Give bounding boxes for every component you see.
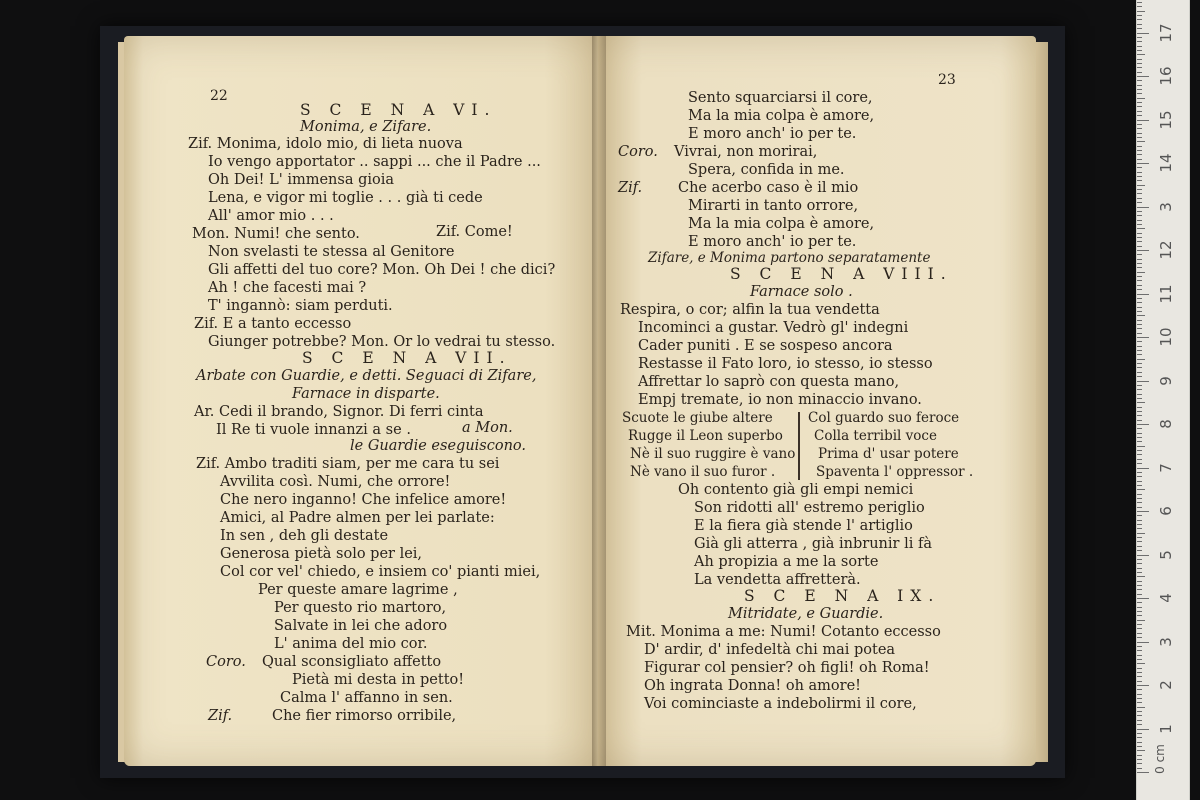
text-line: Affrettar lo saprò con questa mano, bbox=[638, 374, 900, 390]
ruler-tick bbox=[1137, 550, 1142, 551]
text-line: Restasse il Fato loro, io stesso, io stesso bbox=[638, 356, 933, 372]
ruler-tick bbox=[1137, 267, 1142, 268]
text-line: Nè vano il suo furor . bbox=[630, 464, 776, 480]
ruler-tick bbox=[1137, 433, 1142, 434]
ruler-tick bbox=[1137, 637, 1142, 638]
ruler-tick bbox=[1137, 2, 1142, 3]
text-line: Ah ! che facesti mai ? bbox=[208, 280, 367, 296]
text-line: Io vengo apportator .. sappi ... che il Padre ... bbox=[208, 154, 541, 170]
ruler-tick bbox=[1137, 707, 1145, 708]
ruler-tick bbox=[1137, 746, 1142, 747]
ruler-tick bbox=[1137, 80, 1142, 81]
ruler-number: 11 bbox=[1157, 283, 1175, 304]
ruler-tick bbox=[1137, 54, 1145, 55]
ruler-tick bbox=[1137, 733, 1142, 734]
ruler-tick bbox=[1137, 372, 1142, 373]
text-line: Già gli atterra , già inbrunir li fà bbox=[694, 536, 932, 552]
ruler-tick bbox=[1137, 737, 1142, 738]
ruler-tick bbox=[1137, 133, 1142, 134]
text-line: Il Re ti vuole innanzi a se . bbox=[216, 422, 411, 438]
ruler-tick bbox=[1137, 224, 1142, 225]
scene-6-heading: S C E N A VI. bbox=[300, 101, 497, 119]
ruler-tick bbox=[1137, 681, 1142, 682]
ruler-tick bbox=[1137, 398, 1142, 399]
ruler-tick bbox=[1137, 198, 1142, 199]
ruler-tick bbox=[1137, 185, 1145, 186]
ruler-tick bbox=[1137, 589, 1142, 590]
ruler-tick bbox=[1137, 19, 1142, 20]
ruler-number: 4 bbox=[1157, 593, 1175, 603]
ruler-tick bbox=[1137, 759, 1142, 760]
ruler-tick bbox=[1137, 468, 1149, 469]
ruler-tick bbox=[1137, 211, 1142, 212]
text-line: Ma la mia colpa è amore, bbox=[688, 216, 875, 232]
ruler-tick bbox=[1137, 572, 1142, 573]
ruler-tick bbox=[1137, 755, 1142, 756]
ruler-tick bbox=[1137, 24, 1142, 25]
ruler-number: 17 bbox=[1157, 22, 1175, 43]
ruler-tick bbox=[1137, 11, 1145, 12]
ruler-number: 3 bbox=[1157, 201, 1175, 212]
ruler-tick bbox=[1137, 124, 1142, 125]
text-line: Avvilita così. Numi, che orrore! bbox=[220, 474, 451, 490]
ruler-tick bbox=[1137, 485, 1142, 486]
ruler-tick bbox=[1137, 363, 1142, 364]
ruler-tick bbox=[1137, 220, 1142, 221]
ruler-tick bbox=[1137, 742, 1142, 743]
text-line: Per questo rio martoro, bbox=[274, 600, 447, 616]
text-line: E moro anch' io per te. bbox=[688, 126, 857, 142]
text-line: Che acerbo caso è il mio bbox=[678, 180, 859, 196]
ruler-tick bbox=[1137, 407, 1142, 408]
ruler-tick bbox=[1137, 302, 1142, 303]
ruler-tick bbox=[1137, 207, 1149, 208]
ruler-number: 3 bbox=[1157, 636, 1175, 647]
ruler-number: 8 bbox=[1157, 419, 1175, 429]
ruler-tick bbox=[1137, 115, 1142, 116]
scene-8-cast: Farnace solo . bbox=[750, 284, 853, 300]
ruler-tick bbox=[1137, 250, 1149, 251]
ruler-tick bbox=[1137, 237, 1142, 238]
ruler-tick bbox=[1137, 59, 1142, 60]
ruler-tick bbox=[1137, 389, 1142, 390]
ruler-tick bbox=[1137, 441, 1142, 442]
ruler-tick bbox=[1137, 624, 1142, 625]
ruler-tick bbox=[1137, 193, 1142, 194]
column-divider bbox=[798, 412, 800, 480]
text-line: Ar. Cedi il brando, Signor. Di ferri cinta bbox=[194, 404, 484, 420]
text-line: Mit. Monima a me: Numi! Cotanto eccesso bbox=[626, 624, 941, 640]
ruler-tick bbox=[1137, 146, 1142, 147]
ruler-tick bbox=[1137, 254, 1142, 255]
text-line: Nè il suo ruggire è vano bbox=[630, 446, 796, 462]
speaker-label: Zif. bbox=[618, 180, 643, 196]
left-page bbox=[124, 36, 602, 766]
ruler-tick bbox=[1137, 298, 1142, 299]
text-line: Per queste amare lagrime , bbox=[258, 582, 458, 598]
ruler-tick bbox=[1137, 367, 1142, 368]
ruler-tick bbox=[1137, 546, 1142, 547]
ruler-tick bbox=[1137, 607, 1142, 608]
scene-8-heading: S C E N A VIII. bbox=[730, 265, 953, 283]
text-line: Empj tremate, io non minaccio invano. bbox=[638, 392, 922, 408]
text-line: Zif. Come! bbox=[436, 224, 513, 240]
ruler-tick bbox=[1137, 763, 1142, 764]
ruler-tick bbox=[1137, 498, 1142, 499]
ruler-tick bbox=[1137, 420, 1142, 421]
text-line: Lena, e vigor mi toglie . . . già ti cede bbox=[208, 190, 483, 206]
ruler-tick bbox=[1137, 102, 1142, 103]
ruler-tick bbox=[1137, 724, 1142, 725]
ruler-tick bbox=[1137, 341, 1142, 342]
text-line: Sento squarciarsi il core, bbox=[688, 90, 873, 106]
text-line: Mon. Numi! che sento. bbox=[192, 226, 360, 242]
ruler-tick bbox=[1137, 98, 1145, 99]
ruler-tick bbox=[1137, 702, 1142, 703]
text-line: Voi cominciaste a indebolirmi il core, bbox=[644, 696, 917, 712]
ruler-tick bbox=[1137, 246, 1142, 247]
ruler-tick bbox=[1137, 106, 1142, 107]
ruler-tick bbox=[1137, 150, 1142, 151]
ruler-tick bbox=[1137, 294, 1149, 295]
ruler-tick bbox=[1137, 450, 1142, 451]
text-line: Col guardo suo feroce bbox=[808, 410, 960, 426]
ruler-tick bbox=[1137, 15, 1142, 16]
ruler-tick bbox=[1137, 476, 1142, 477]
ruler-number: 7 bbox=[1157, 462, 1175, 473]
text-line: In sen , deh gli destate bbox=[220, 528, 389, 544]
text-line: Non svelasti te stessa al Genitore bbox=[208, 244, 455, 260]
ruler-tick bbox=[1137, 424, 1149, 425]
ruler-tick bbox=[1137, 511, 1149, 512]
ruler-number: 10 bbox=[1157, 327, 1175, 347]
ruler-tick bbox=[1137, 167, 1142, 168]
ruler-tick bbox=[1137, 685, 1149, 686]
text-line: Mirarti in tanto orrore, bbox=[688, 198, 859, 214]
ruler-tick bbox=[1137, 559, 1142, 560]
ruler-tick bbox=[1137, 415, 1142, 416]
scene-9-cast: Mitridate, e Guardie. bbox=[728, 606, 884, 622]
ruler-tick bbox=[1137, 241, 1142, 242]
text-line: L' anima del mio cor. bbox=[274, 636, 428, 652]
ruler-tick bbox=[1137, 328, 1142, 329]
ruler-tick bbox=[1137, 459, 1142, 460]
ruler-tick bbox=[1137, 611, 1142, 612]
text-line: Ma la mia colpa è amore, bbox=[688, 108, 875, 124]
ruler-tick bbox=[1137, 528, 1142, 529]
ruler-tick bbox=[1137, 41, 1142, 42]
ruler-tick bbox=[1137, 646, 1142, 647]
ruler-tick bbox=[1137, 359, 1145, 360]
ruler-tick bbox=[1137, 533, 1145, 534]
ruler-tick bbox=[1137, 729, 1149, 730]
ruler-tick bbox=[1137, 63, 1142, 64]
ruler-tick bbox=[1137, 289, 1142, 290]
ruler-tick bbox=[1137, 280, 1142, 281]
ruler-tick bbox=[1137, 620, 1145, 621]
ruler-number: 1 bbox=[1157, 723, 1175, 734]
ruler-tick bbox=[1137, 472, 1142, 473]
ruler-tick bbox=[1137, 346, 1142, 347]
text-line: Oh ingrata Donna! oh amore! bbox=[644, 678, 862, 694]
ruler-tick bbox=[1137, 354, 1142, 355]
ruler-tick bbox=[1137, 385, 1142, 386]
page-number-right: 23 bbox=[938, 72, 956, 88]
ruler-tick bbox=[1137, 694, 1142, 695]
ruler-tick bbox=[1137, 454, 1142, 455]
ruler-tick bbox=[1137, 668, 1142, 669]
ruler-tick bbox=[1137, 137, 1142, 138]
ruler-tick bbox=[1137, 28, 1142, 29]
ruler-tick bbox=[1137, 202, 1142, 203]
ruler-tick bbox=[1137, 772, 1149, 773]
ruler-number: 5 bbox=[1157, 549, 1175, 560]
text-line: Che fier rimorso orribile, bbox=[272, 708, 457, 724]
ruler-tick bbox=[1137, 176, 1142, 177]
ruler-tick bbox=[1137, 276, 1142, 277]
ruler-tick bbox=[1137, 320, 1142, 321]
text-line: Prima d' usar potere bbox=[818, 446, 959, 462]
ruler-tick bbox=[1137, 163, 1149, 164]
ruler-tick bbox=[1137, 494, 1142, 495]
ruler-tick bbox=[1137, 663, 1145, 664]
text-line: Gli affetti del tuo core? Mon. Oh Dei ! che dici? bbox=[208, 262, 556, 278]
ruler-tick bbox=[1137, 333, 1142, 334]
ruler-tick bbox=[1137, 598, 1149, 599]
text-line: Salvate in lei che adoro bbox=[274, 618, 448, 634]
ruler-number: 16 bbox=[1157, 66, 1175, 86]
ruler-number bbox=[1157, 0, 1175, 4]
ruler-tick bbox=[1137, 672, 1142, 673]
ruler-number: 12 bbox=[1157, 240, 1175, 260]
ruler-tick bbox=[1137, 128, 1142, 129]
text-line: Rugge il Leon superbo bbox=[628, 428, 783, 444]
speaker-label: Coro. bbox=[618, 144, 658, 160]
ruler-tick bbox=[1137, 585, 1142, 586]
text-line: D' ardir, d' infedeltà chi mai potea bbox=[644, 642, 896, 658]
ruler-tick bbox=[1137, 72, 1142, 73]
scene-7-cast: Arbate con Guardie, e detti. Seguaci di Zifare, bbox=[196, 368, 537, 384]
text-line: Qual sconsigliato affetto bbox=[262, 654, 442, 670]
ruler-tick bbox=[1137, 159, 1142, 160]
ruler-tick bbox=[1137, 594, 1142, 595]
text-line: Zif. Monima, idolo mio, di lieta nuova bbox=[188, 136, 463, 152]
ruler-tick bbox=[1137, 141, 1145, 142]
ruler-tick bbox=[1137, 698, 1142, 699]
ruler-tick bbox=[1137, 481, 1142, 482]
text-line: Spaventa l' oppressor . bbox=[816, 464, 974, 480]
ruler-tick bbox=[1137, 93, 1142, 94]
ruler-tick bbox=[1137, 85, 1142, 86]
ruler-number: 6 bbox=[1157, 506, 1175, 516]
ruler-tick bbox=[1137, 676, 1142, 677]
ruler-tick bbox=[1137, 507, 1142, 508]
ruler-tick bbox=[1137, 541, 1142, 542]
stage-direction: le Guardie eseguiscono. bbox=[350, 438, 527, 454]
measurement-ruler bbox=[1136, 0, 1190, 800]
ruler-tick bbox=[1137, 411, 1142, 412]
ruler-tick bbox=[1137, 111, 1142, 112]
ruler-tick bbox=[1137, 46, 1142, 47]
ruler-number: 14 bbox=[1157, 153, 1175, 173]
ruler-tick bbox=[1137, 180, 1142, 181]
ruler-tick bbox=[1137, 720, 1142, 721]
text-line: Giunger potrebbe? Mon. Or lo vedrai tu stesso. bbox=[208, 334, 556, 350]
text-line: Pietà mi desta in petto! bbox=[292, 672, 465, 688]
ruler-tick bbox=[1137, 502, 1142, 503]
ruler-tick bbox=[1137, 750, 1145, 751]
text-line: E moro anch' io per te. bbox=[688, 234, 857, 250]
ruler-tick bbox=[1137, 394, 1142, 395]
right-page-edge bbox=[1034, 42, 1048, 762]
stage-direction: a Mon. bbox=[462, 420, 513, 436]
ruler-tick bbox=[1137, 307, 1142, 308]
ruler-tick bbox=[1137, 689, 1142, 690]
ruler-tick bbox=[1137, 154, 1142, 155]
ruler-tick bbox=[1137, 650, 1142, 651]
ruler-tick bbox=[1137, 376, 1142, 377]
ruler-tick bbox=[1137, 615, 1142, 616]
ruler-tick bbox=[1137, 189, 1142, 190]
ruler-tick bbox=[1137, 37, 1142, 38]
ruler-tick bbox=[1137, 581, 1142, 582]
ruler-tick bbox=[1137, 520, 1142, 521]
ruler-number: 15 bbox=[1157, 109, 1175, 130]
ruler-tick bbox=[1137, 285, 1142, 286]
ruler-tick bbox=[1137, 633, 1142, 634]
ruler-tick bbox=[1137, 315, 1145, 316]
ruler-tick bbox=[1137, 259, 1142, 260]
ruler-tick bbox=[1137, 524, 1142, 525]
ruler-tick bbox=[1137, 628, 1142, 629]
ruler-tick bbox=[1137, 381, 1149, 382]
ruler-number: 9 bbox=[1157, 375, 1175, 386]
ruler-tick bbox=[1137, 463, 1142, 464]
ruler-tick bbox=[1137, 515, 1142, 516]
ruler-tick bbox=[1137, 602, 1142, 603]
ruler-tick bbox=[1137, 67, 1142, 68]
text-line: Cader puniti . E se sospeso ancora bbox=[638, 338, 893, 354]
right-page bbox=[598, 36, 1036, 766]
ruler-tick bbox=[1137, 489, 1145, 490]
ruler-tick bbox=[1137, 655, 1142, 656]
text-line: Vivrai, non morirai, bbox=[674, 144, 818, 160]
text-line: Figurar col pensier? oh figli! oh Roma! bbox=[644, 660, 930, 676]
text-line: Incominci a gustar. Vedrò gl' indegni bbox=[638, 320, 909, 336]
ruler-tick bbox=[1137, 437, 1142, 438]
ruler-tick bbox=[1137, 215, 1142, 216]
scene-6-cast: Monima, e Zifare. bbox=[300, 119, 432, 135]
ruler-tick bbox=[1137, 446, 1145, 447]
ruler-tick bbox=[1137, 576, 1145, 577]
text-line: Spera, confida in me. bbox=[688, 162, 845, 178]
ruler-tick bbox=[1137, 768, 1142, 769]
ruler-tick bbox=[1137, 563, 1142, 564]
ruler-tick bbox=[1137, 324, 1142, 325]
text-line: T' ingannò: siam perduti. bbox=[208, 298, 393, 314]
text-line: La vendetta affretterà. bbox=[694, 572, 861, 588]
ruler-tick bbox=[1137, 428, 1142, 429]
text-line: Generosa pietà solo per lei, bbox=[220, 546, 423, 562]
ruler-tick bbox=[1137, 228, 1145, 229]
ruler-unit-label: 0 cm bbox=[1152, 744, 1167, 774]
ruler-tick bbox=[1137, 402, 1145, 403]
ruler-tick bbox=[1137, 89, 1142, 90]
text-line: Amici, al Padre almen per lei parlate: bbox=[220, 510, 495, 526]
ruler-tick bbox=[1137, 120, 1149, 121]
ruler-tick bbox=[1137, 659, 1142, 660]
ruler-tick bbox=[1137, 642, 1149, 643]
text-line: Calma l' affanno in sen. bbox=[280, 690, 453, 706]
ruler-tick bbox=[1137, 711, 1142, 712]
text-line: Ah propizia a me la sorte bbox=[694, 554, 879, 570]
ruler-tick bbox=[1137, 172, 1142, 173]
scene-9-heading: S C E N A IX. bbox=[744, 587, 941, 605]
text-line: Scuote le giube altere bbox=[622, 410, 773, 426]
ruler-tick bbox=[1137, 311, 1142, 312]
text-line: Oh Dei! L' immensa gioia bbox=[208, 172, 395, 188]
scene-7-cast: Farnace in disparte. bbox=[292, 386, 440, 402]
speaker-label: Zif. bbox=[208, 708, 233, 724]
text-line: Oh contento già gli empi nemici bbox=[678, 482, 914, 498]
speaker-label: Coro. bbox=[206, 654, 246, 670]
ruler-tick bbox=[1137, 76, 1149, 77]
text-line: Che nero inganno! Che infelice amore! bbox=[220, 492, 507, 508]
ruler-tick bbox=[1137, 50, 1142, 51]
text-line: Respira, o cor; alfin la tua vendetta bbox=[620, 302, 880, 318]
text-line: Colla terribil voce bbox=[814, 428, 937, 444]
ruler-tick bbox=[1137, 33, 1149, 34]
ruler-number: 2 bbox=[1157, 680, 1175, 690]
text-line: Son ridotti all' estremo periglio bbox=[694, 500, 925, 516]
ruler-tick bbox=[1137, 350, 1142, 351]
text-line: Zif. E a tanto eccesso bbox=[194, 316, 352, 332]
stage-direction: Zifare, e Monima partono separatamente bbox=[648, 250, 931, 266]
ruler-tick bbox=[1137, 272, 1145, 273]
text-line: Zif. Ambo traditi siam, per me cara tu sei bbox=[196, 456, 500, 472]
scene-7-heading: S C E N A VII. bbox=[302, 349, 512, 367]
ruler-tick bbox=[1137, 715, 1142, 716]
ruler-tick bbox=[1137, 555, 1149, 556]
ruler-tick bbox=[1137, 568, 1142, 569]
ruler-tick bbox=[1137, 537, 1142, 538]
page-number-left: 22 bbox=[210, 88, 228, 104]
text-line: All' amor mio . . . bbox=[208, 208, 334, 224]
ruler-tick bbox=[1137, 6, 1142, 7]
text-line: Col cor vel' chiedo, e insiem co' pianti miei, bbox=[220, 564, 541, 580]
book-spine-shadow bbox=[592, 36, 606, 766]
ruler-tick bbox=[1137, 233, 1142, 234]
ruler-tick bbox=[1137, 263, 1142, 264]
ruler-tick bbox=[1137, 337, 1149, 338]
text-line: E la fiera già stende l' artiglio bbox=[694, 518, 913, 534]
